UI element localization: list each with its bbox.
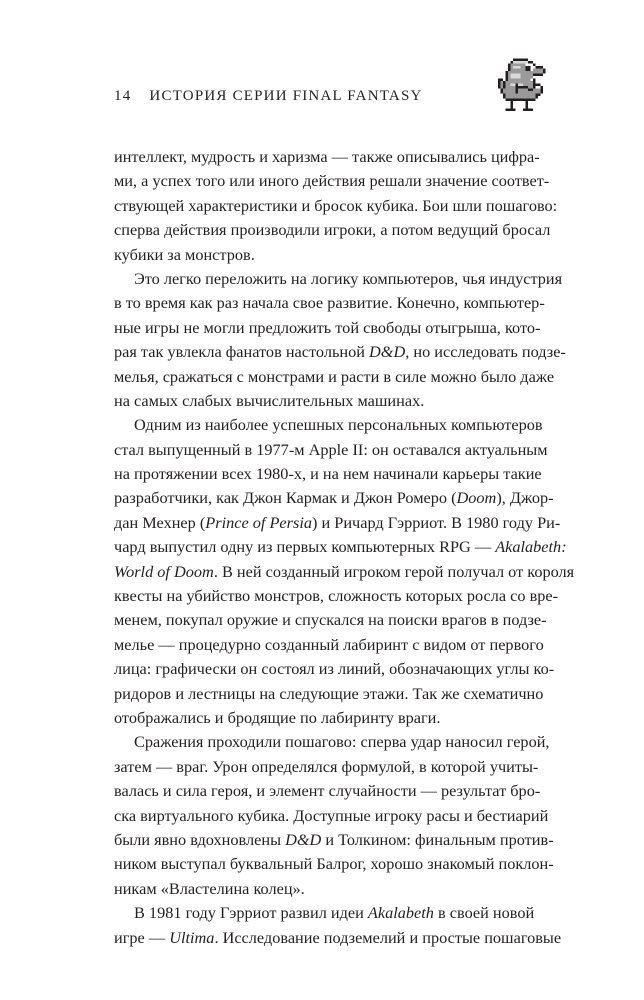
text-line: ствующей характеристики и бросок кубика. Бои шли пошагово: — [114, 195, 558, 215]
text-line: Это легко переложить на логику компьютеров, чья индустрия — [134, 268, 563, 288]
text-line: ные игры не могли предложить той свободы отыгрыша, кото- — [114, 317, 541, 337]
text-line: рая так увлекла фанатов настольной D&D, но исследовать подзе- — [114, 342, 566, 362]
text-line: отображались и бродящие по лабиринту враги. — [114, 707, 441, 727]
text-line: никам «Властелина колец». — [114, 878, 305, 898]
text-line: В 1981 году Гэрриот развил идеи Akalabeth в своей новой — [134, 903, 535, 923]
text-line: мелья, сражаться с монстрами и расти в силе можно было даже — [114, 366, 555, 386]
text-line: ми, а успех того или иного действия решали значение соответ- — [114, 171, 550, 191]
text-line: лица: графически он состоял из линий, обозначающих углы ко- — [114, 659, 555, 679]
page-body-text — [114, 145, 575, 950]
text-line: на самых слабых вычислительных машинах. — [114, 390, 425, 410]
text-line: чард выпустил одну из первых компьютерных RPG — Akalabeth: — [114, 537, 567, 557]
text-line: на протяжении всех 1980-х, и на нем начинали карьеры такие — [114, 464, 542, 484]
text-line: сперва действия производили игроки, а потом ведущий бросал — [114, 220, 551, 240]
text-line: квесты на убийство монстров, сложность которых росла со вре- — [114, 586, 559, 606]
text-line: Сражения проходили пошагово: сперва удар наносил герой, — [134, 732, 550, 752]
text-line: интеллект, мудрость и харизма — также описывались цифра- — [114, 147, 540, 166]
running-title: ИСТОРИЯ СЕРИИ FINAL FANTASY — [149, 87, 423, 104]
text-line: затем — враг. Урон определялся формулой, в которой учиты- — [114, 756, 539, 776]
text-line: ска виртуального кубика. Доступные игроку расы и бестиарий — [114, 805, 549, 825]
text-line: в то время как раз начала свое развитие. Конечно, компьютер- — [114, 293, 545, 313]
text-line: игре — Ultima. Исследование подземелий и простые пошаговые — [114, 927, 562, 947]
text-line: дан Мехнер (Prince of Persia) и Ричард Гэрриот. В 1980 году Ри- — [114, 512, 561, 532]
text-line: валась и сила героя, и элемент случайности — результат бро- — [114, 781, 541, 801]
page-number: 14 — [114, 87, 132, 104]
text-line: мелье — процедурно созданный лабиринт с видом от первого — [114, 634, 544, 654]
text-line: разработчики, как Джон Кармак и Джон Ромеро (Doom), Джор- — [114, 488, 554, 508]
text-line: кубики за монстров. — [114, 244, 255, 264]
text-line: Одним из наиболее успешных персональных компьютеров — [134, 415, 543, 435]
text-line: ридоров и лестницы на следующие этажи. Так же схематично — [114, 683, 544, 703]
running-head — [114, 84, 423, 108]
text-line: менем, покупал оружие и спускался на поиски врагов в подзе- — [114, 610, 547, 630]
text-line: World of Doom. В ней созданный игроком герой получал от короля — [114, 561, 575, 581]
text-line: были явно вдохновлены D&D и Толкином: финальным против- — [114, 829, 554, 849]
text-line: стал выпущенный в 1977-м Apple II: он оставался актуальным — [114, 439, 548, 459]
text-line: ником выступал буквальный Балрог, хорошо знакомый поклон- — [114, 854, 554, 874]
chocobo-pixel-icon — [498, 58, 548, 114]
